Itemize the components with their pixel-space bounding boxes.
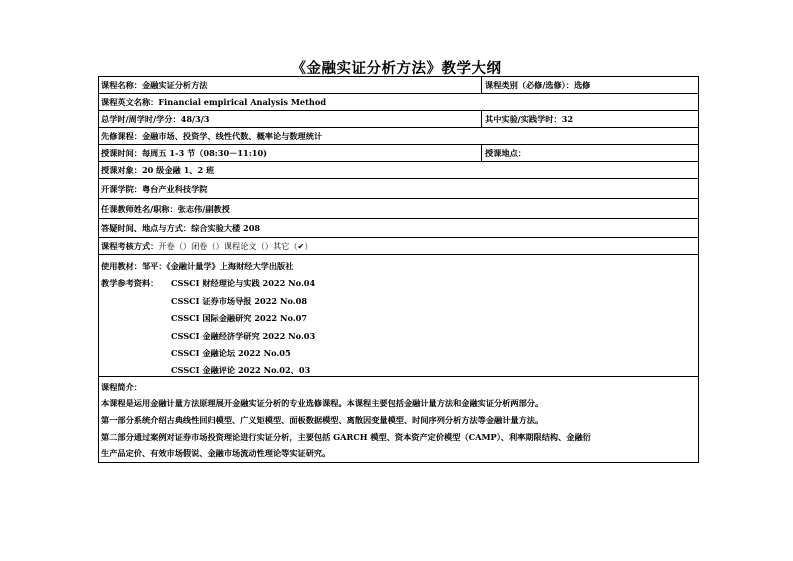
row-college [99,178,698,198]
teacher-cell: 任课教师姓名/职称：张志伟/副教授 [101,204,230,214]
textbook-line: 使用教材：邹平：《金融计量学》上海财经大学出版社 [101,261,294,271]
qa-cell: 答疑时间、地点与方式：综合实验大楼 208 [101,223,261,233]
time-cell: 授课时间：每周五 1-3 节（08:30－11:10) [101,148,268,158]
column-divider [481,77,482,93]
reference-item: CSSCI 财经理论与实践 2022 No.04 [171,278,316,288]
page-title: 《金融实证分析方法》教学大纲 [291,60,502,77]
row-students [99,161,698,178]
prerequisites-cell: 先修课程：金融市场、投资学、线性代数、概率论与数理统计 [101,131,323,141]
intro-label: 课程简介： [101,382,142,392]
row-prerequisites [99,127,698,144]
row-intro [99,376,698,462]
reference-item: CSSCI 国际金融研究 2022 No.07 [171,313,308,323]
intro-line: 本课程是运用金融计量方法原理展开金融实证分析的专业选修课程。本课程主要包括金融计量方法和金融实证分析两部分。 [101,398,544,408]
row-materials [99,254,698,376]
row-qa [99,218,698,237]
intro-line: 生产品定价、有效市场假说、金融市场流动性理论等实证研究。 [101,448,331,458]
intro-line: 第一部分系统介绍古典线性回归模型、广义矩模型、面板数据模型、离散因变量模型、时间序列分析方法等金融计量方法。 [101,415,544,425]
students-cell: 授课对象：20 级金融 1、2 班 [101,165,215,175]
exam-label: 课程考核方式： [101,241,159,251]
college-cell: 开课学院：粤台产业科技学院 [101,184,208,194]
row-english-name [99,93,698,110]
row-hours [99,110,698,127]
row-teacher [99,198,698,218]
row-exam [99,237,698,254]
column-divider [481,145,482,161]
reference-item: CSSCI 金融经济学研究 2022 No.03 [171,331,316,341]
reference-item: CSSCI 证券市场导报 2022 No.08 [171,296,308,306]
row-course-name [99,77,698,93]
syllabus-table [98,76,699,463]
location-cell: 授课地点： [485,148,526,158]
reference-item: CSSCI 金融评论 2022 No.02、03 [171,365,311,375]
intro-line: 第二部分通过案例对证券市场投资理论进行实证分析，主要包括 GARCH 模型、资本资产定价模型（CAMP）、利率期限结构、金融衍 [101,432,591,442]
exam-cell [101,241,313,252]
reference-item: CSSCI 金融论坛 2022 No.05 [171,348,291,358]
course-name-cell: 课程名称：金融实证分析方法 [101,80,208,90]
references-label: 教学参考资料： [101,278,159,288]
row-time [99,144,698,161]
hours-cell: 总学时/周学时/学分：48/3/3 [101,114,210,124]
course-type-cell: 课程类别（必修/选修）：选修 [485,80,591,90]
english-name-cell: 课程英文名称：Financial empirical Analysis Method [101,97,327,107]
column-divider [481,111,482,127]
lab-hours-cell: 其中实验/实践学时：32 [485,114,574,124]
exam-options: 开卷（）闭卷（）课程论文（）其它（✔） [158,241,313,251]
